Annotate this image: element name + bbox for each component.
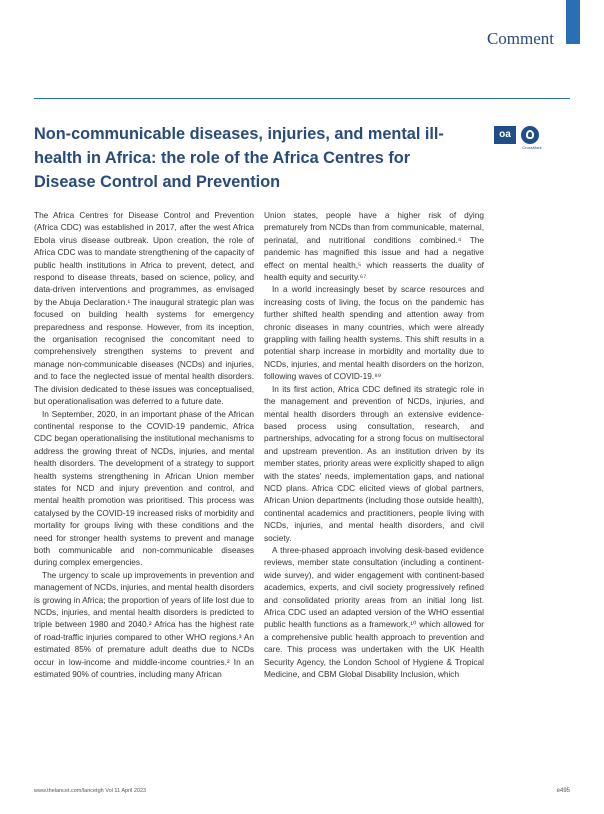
article-title: Non-communicable diseases, injuries, and mental ill-health in Africa: the role of the Africa Centres for Disease Control and Prevention — [34, 125, 444, 191]
section-label: Comment — [486, 29, 554, 48]
paragraph: In its first action, Africa CDC defined its strategic role in the management and prevention of NCDs, injuries, and mental health disorders through an extensive evidence-based process using consultation, research, and partnerships, advocating for a strong focus on multisectoral and upstream prevention. As an institution driven by its member states, priority areas were explicitly shaped to align with the states' needs, implementation gaps, and national NCD plans. Africa CDC elicited views of global partners, African Union departments (including those outside health), continental academics and practitioners, people living with NCDs, injuries, and mental health disorders, and civil society. — [264, 383, 484, 543]
journal-footer[interactable]: www.thelancet.com/lancetgh Vol 11 April 2023 — [34, 788, 147, 794]
badges — [494, 126, 548, 152]
paragraph: The urgency to scale up improvements in prevention and management of NCDs, injuries, and mental health disorders is growing in Africa; the proportion of years of life lost due to NCDs, injuries, and mental health disorders is predicted to triple between 1980 and 2040.² Africa has the highest rate of road-traffic injuries compared to other WHO regions.³ An estimated 85% of premature adult deaths due to NCDs occur in low-income and middle-income countries.² In an estimated 90% of countries, including many African — [34, 569, 254, 680]
right-column — [264, 209, 484, 680]
page-number: e495 — [556, 788, 570, 794]
paragraph: The Africa Centres for Disease Control and Prevention (Africa CDC) was established in 2017, after the west Africa Ebola virus disease outbreak. Upon creation, the role of Africa CDC was to mandate strengthening of the capacity of public health institutions in Africa to prevent, detect, and respond to disease threats, based on science, policy, and data-driven interventions and programmes, as envisaged by the Abuja Declaration.¹ The inaugural strategic plan was focused on building health systems for emergency preparedness and response. However, from its inception, the organisation recognised the concomitant need to comprehensively strengthen systems to prevent and manage non-communicable diseases (NCDs) and injuries, and to face the neglected issue of mental health disorders. The division dedicated to these issues was conceptualised, but operationalisation was deferred to a future date. — [34, 210, 254, 407]
paragraph: In September, 2020, in an important phase of the African continental response to the COVID-19 pandemic, Africa CDC began operationalising the institutional mechanisms to address the growing threat of NCDs, injuries, and mental health disorders. The development of a strategy to support health systems strengthening in African Union member states for NCD and injury prevention and control, and mental health promotion was prioritised. This process was catalysed by the COVID-19 increased risks of morbidity and mortality for groups living with these conditions and the need for stronger health systems to prevent and manage both communicable and non-communicable diseases during complex emergencies. — [34, 408, 254, 568]
left-column — [34, 209, 254, 680]
paragraph: Union states, people have a higher risk of dying prematurely from NCDs than from communicable, maternal, perinatal, and nutritional conditions combined.⁴ The pandemic has magnified this issue and had a negative effect on mental health,⁵ which reasserts the duality of health equity and security.⁶⁷ — [264, 210, 484, 283]
crossmark-label: CrossMark — [522, 145, 542, 150]
open-access-icon[interactable]: oa — [494, 126, 516, 144]
crossmark-icon[interactable] — [521, 126, 539, 144]
section-color-tab — [566, 0, 580, 44]
paragraph: In a world increasingly beset by scarce resources and increasing costs of living, the focus on the pandemic has further shifted health spending and attention away from chronic diseases in many countries, which were already grappling with failing health systems. This shift results in a potential sharp increase in morbidity and mortality due to NCDs, injuries, and mental health disorders on the horizon, following waves of COVID-19.⁸⁹ — [264, 284, 484, 382]
header-rule — [34, 98, 570, 99]
paragraph: A three-phased approach involving desk-based evidence reviews, member state consultation (including a continent-wide survey), and wider engagement with continent-based academics, experts, and civil society progressively refined and consolidated priority areas from an initial long list. Africa CDC used an adapted version of the WHO essential public health functions as a framework,¹⁰ which allowed for a comprehensive public health approach to prevention and care. This process was undertaken with the UK Health Security Agency, the London School of Hygiene & Tropical Medicine, and CBM Global Disability Inclusion, which — [264, 544, 484, 680]
